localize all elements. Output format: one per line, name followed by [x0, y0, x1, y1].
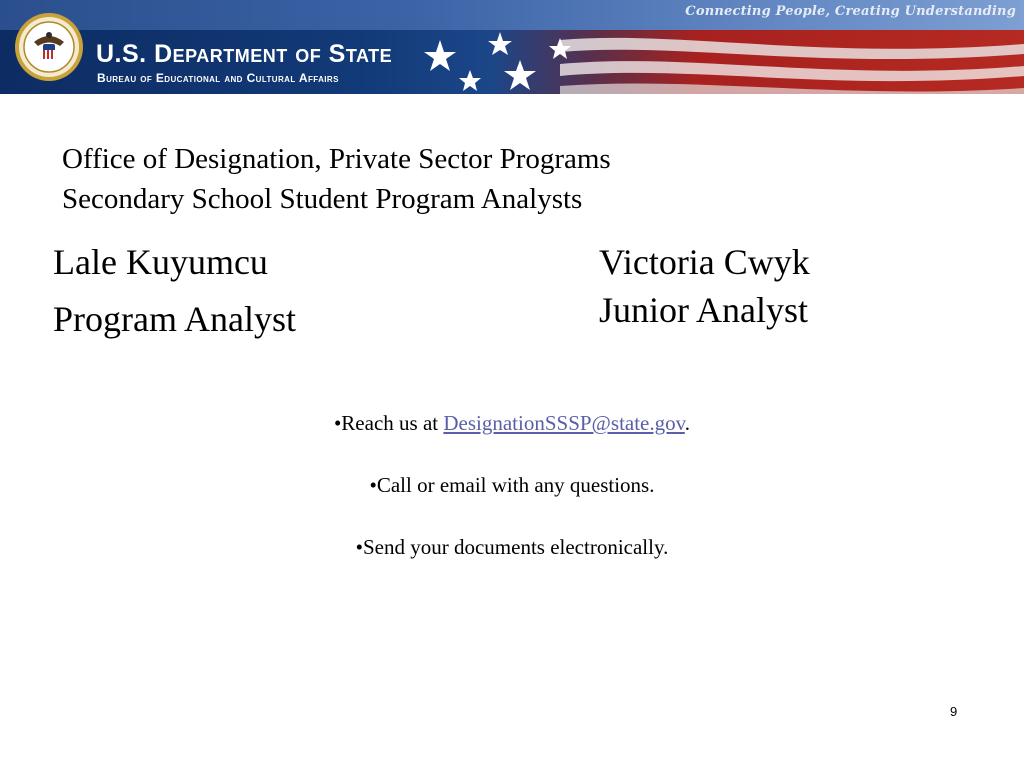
office-heading: [62, 139, 611, 219]
bureau-title: Bureau of Educational and Cultural Affairs: [97, 71, 339, 85]
flag-stripes-graphic: [560, 30, 1024, 94]
bullet-send-documents: •Send your documents electronically.: [355, 535, 669, 559]
office-heading-line1: Office of Designation, Private Sector Programs: [62, 143, 611, 175]
bullet-reach-us-prefix: •Reach us at: [333, 411, 444, 435]
contact-role-2: Junior Analyst: [599, 290, 809, 330]
contact-bullets: [0, 407, 1024, 593]
office-heading-line2: Secondary School Student Program Analysts: [62, 183, 583, 215]
bullet-reach-us: [0, 407, 1024, 469]
bullet-reach-us-suffix: .: [684, 411, 691, 435]
stars-graphic: [410, 30, 580, 94]
bullet-call-or-email: •Call or email with any questions.: [369, 473, 655, 497]
contact-name-2: Victoria Cwyk: [599, 242, 810, 282]
contact-role-1: Program Analyst: [53, 299, 296, 339]
header-banner: [0, 0, 1024, 94]
department-seal-icon: [14, 12, 84, 82]
banner-tagline: Connecting People, Creating Understanding: [685, 4, 1016, 19]
contact-name-1: Lale Kuyumcu: [53, 242, 268, 282]
email-link[interactable]: DesignationSSSP@state.gov: [443, 411, 685, 435]
page-number: 9: [950, 704, 958, 719]
department-title: U.S. Department of State: [96, 40, 393, 68]
